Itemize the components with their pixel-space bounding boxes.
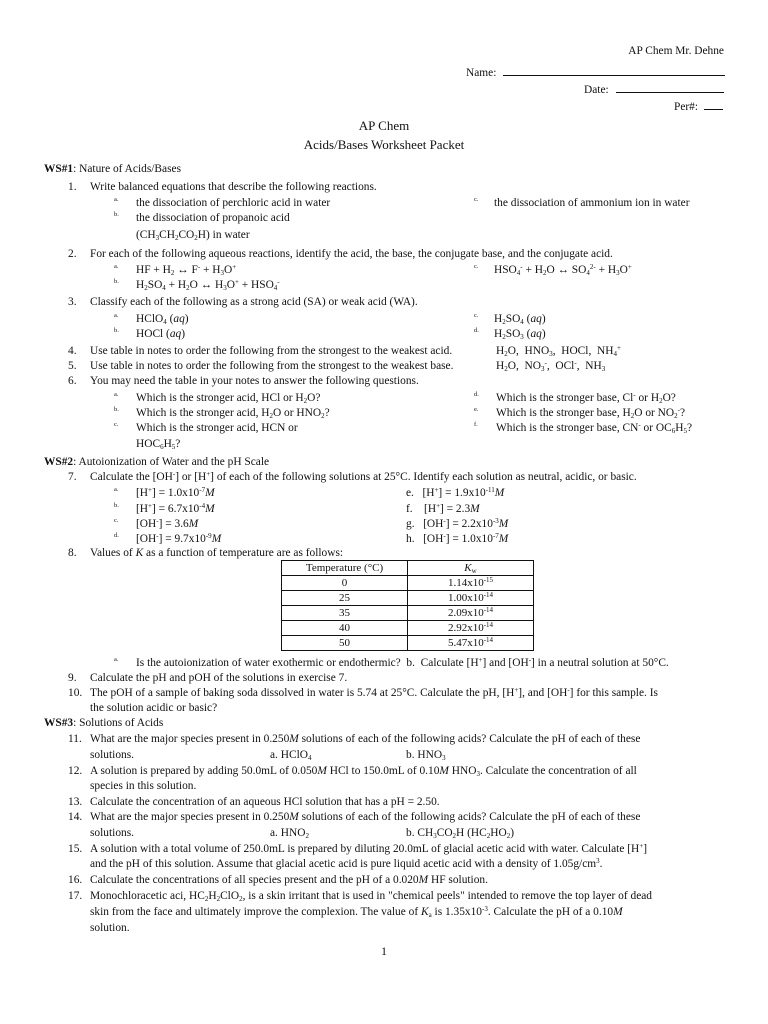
q6-f: Which is the stronger base, CN- or $OC_6H_5$? [496,421,693,435]
q4-list: $H_2O$, $HNO_3$, HOCl, $NH_4^+$ [496,344,621,358]
table-row [282,576,534,591]
q10-number: 10. [68,687,83,699]
q3-c: $H_2SO_4$ (aq) [494,313,546,326]
page-number: 1 [381,944,387,958]
q1-c: the dissociation of ammonium ion in water [494,197,690,209]
q16-number: 16. [68,874,83,886]
q6-a: Which is the stronger acid, HCl or $H_2O$? [136,392,321,405]
q14-a: a. $HNO_2$ [270,827,309,840]
table-cell-temp: 35 [282,606,408,621]
title-line-1: AP Chem [358,118,410,133]
ws2-heading [44,455,269,470]
q3-a: HClO$_4$ (aq) [136,313,189,326]
table-row [282,621,534,636]
q12-text: A solution is prepared by adding 50.0mL of 0.050M HCl to 150.0mL of 0.10M $HNO_3$. Calculate the concentration of all [90,765,637,778]
q12-number: 12. [68,765,83,777]
q13-text: Calculate the concentration of an aqueous HCl solution that has a pH = 2.50. [90,796,440,808]
table-cell-temp: 0 [282,576,408,591]
table-cell-kw: $1.00x10^{-14}$ [408,591,534,606]
q6-letter-d: d. [474,391,479,398]
q7-g: g. $[OH^-] = 2.2x10^{-3}M$ [406,517,509,530]
table-row [282,591,534,606]
q7-h: h. $[OH^-] = 1.0x10^{-7}M$ [406,532,509,545]
table-row [282,636,534,651]
q6-text: You may need the table in your notes to answer the following questions. [90,375,419,387]
q17-text: Monochloracetic aci, $HC_2H_2ClO_2$, is a skin irritant that is used in "chemical peels" intended to remove the top layer of dead [90,890,652,903]
period-blank[interactable] [704,98,723,110]
q5-text: Use table in notes to order the following from the strongest to the weakest base. [90,360,454,372]
table-header-row [282,561,534,576]
q2-text: For each of the following aqueous reactions, identify the acid, the base, the conjugate base, and the conjugate acid. [90,248,613,260]
q4-text: Use table in notes to order the following from the strongest to the weakest acid. [90,345,453,357]
period-label: Per#: [674,101,699,113]
q1-b: the dissociation of propanoic acid [136,212,290,224]
date-label: Date: [584,84,609,96]
table-cell-kw: $2.09x10^{-14}$ [408,606,534,621]
table-cell-temp: 40 [282,621,408,636]
q4-number: 4. [68,345,77,357]
q11-a: a. HClO$_4$ [270,749,312,762]
q6-d: Which is the stronger base, Cl- or $H_2O$? [496,391,676,405]
ws1-label: WS#1 [44,163,74,175]
q10-text2: the solution acidic or basic? [90,702,218,714]
ws3-topic: : Solutions of Acids [73,717,164,729]
q17-text3: solution. [90,922,130,934]
title-line-2: Acids/Bases Worksheet Packet [303,137,465,152]
table-row [282,606,534,621]
q6-c: Which is the stronger acid, HCN or [136,422,298,434]
q3-number: 3. [68,296,77,308]
q16-text: Calculate the concentrations of all species present and the pH of a 0.020M HF solution. [90,874,488,886]
q3-letter-a: a. [114,312,119,319]
q8-letter-a: a. [114,656,119,663]
ws1-topic: : Nature of Acids/Bases [73,163,181,175]
q11-text2: solutions. [90,749,134,761]
table-header-temperature: Temperature (°C) [282,561,408,576]
table-cell-temp: 25 [282,591,408,606]
q9-text: Calculate the pH and pOH of the solutions in exercise 7. [90,672,348,684]
q8-number: 8. [68,547,77,559]
q2-c: $HSO_4^- + H_2O$ ↔ $SO_4^{2-} + H_3O^+$ [494,263,632,277]
q8-a: Is the autoionization of water exothermic or endothermic? b. Calculate [H+] and [OH-] in a neutral solution at 50°C. [136,656,669,669]
q1-a: the dissociation of perchloric acid in water [136,197,331,209]
q17-text2: skin from the face and ultimately improve the complexion. The value of $K_a$ is $1.35x10^{-3}$. Calculate the pH of a 0.10M [90,905,623,919]
q6-b: Which is the stronger acid, $H_2O$ or $HNO_2$? [136,407,330,420]
q8-text: Values of K as a function of temperature are as follows: [90,547,344,559]
kw-table [281,560,534,651]
q1-number: 1. [68,181,77,193]
q1-letter-a: a. [114,196,119,203]
q6-letter-c: c. [114,421,119,428]
q7-c: [OH-] = 3.6M [136,517,199,530]
q9-number: 9. [68,672,77,684]
q7-text: Calculate the [OH-] or [H+] of each of the following solutions at 25°C. Identify each solution as neutral, acidic, or basic. [90,470,637,483]
name-blank[interactable] [503,64,725,76]
period-row [674,98,723,115]
date-row [584,81,724,98]
q2-letter-a: a. [114,263,119,270]
ws3-heading [44,716,163,731]
q13-number: 13. [68,796,83,808]
teacher-line: AP Chem Mr. Dehne [628,45,724,57]
q6-letter-a: a. [114,391,119,398]
q5-number: 5. [68,360,77,372]
q15-text: A solution with a total volume of 250.0mL is prepared by diluting 20.0mL of glacial acetic acid with water. Calculate [H+] [90,842,647,855]
q2-a: HF + $H_2$ ↔ $F^- + H_3O^+$ [136,263,237,277]
name-row [466,64,725,81]
q1-b2: $(CH_3CH_2CO_2H)$ in water [136,229,250,242]
name-label: Name: [466,67,497,79]
q2-number: 2. [68,248,77,260]
q1-letter-c: c. [474,196,479,203]
q11-text: What are the major species present in 0.250M solutions of each of the following acids? Calculate the pH of each of these [90,733,641,745]
q5-list: $H_2O$, $NO_3^-$, OCl-, $NH_3$ [496,359,606,373]
q14-text: What are the major species present in 0.250M solutions of each of the following acids? Calculate the pH of each of these [90,811,641,823]
q1-text: Write balanced equations that describe the following reactions. [90,181,377,193]
q1-letter-b: b. [114,211,119,218]
q6-letter-e: e. [474,406,479,413]
q3-letter-c: c. [474,312,479,319]
q14-b: b. $CH_3CO_2H$ $(HC_2HO_2)$ [406,827,514,840]
q14-number: 14. [68,811,83,823]
q12-text2: species in this solution. [90,780,197,792]
q6-c2: $HOC_6H_5$? [136,438,181,451]
q15-number: 15. [68,843,83,855]
q11-number: 11. [68,733,82,745]
q10-text: The pOH of a sample of baking soda dissolved in water is 5.74 at 25°C. Calculate the pH, [H+], and [OH-] for this sample. Is [90,686,658,699]
table-header-kw: $K_w$ [408,561,534,576]
q15-text2: and the pH of this solution. Assume that glacial acetic acid is pure liquid acetic acid with a density of $1.05g/cm^3$. [90,857,603,870]
q7-letter-a: a. [114,486,119,493]
q6-letter-f: f. [474,421,478,428]
q2-letter-b: b. [114,278,119,285]
table-cell-kw: $2.92x10^{-14}$ [408,621,534,636]
q14-text2: solutions. [90,827,134,839]
q7-letter-b: b. [114,502,119,509]
q7-e: e. $[H^+] = 1.9x10^{-11}M$ [406,486,505,499]
table-cell-temp: 50 [282,636,408,651]
q17-number: 17. [68,890,83,902]
q3-b: HOCl (aq) [136,328,186,340]
q3-letter-b: b. [114,327,119,334]
q6-letter-b: b. [114,406,119,413]
q7-d: $[OH^-] = 9.7x10^{-9}M$ [136,532,222,545]
q7-number: 7. [68,471,77,483]
q11-b: b. $HNO_3$ [406,749,446,762]
table-cell-kw: $1.14x10^{-15}$ [408,576,534,591]
q7-a: $[H^+] = 1.0x10^{-7}M$ [136,486,215,499]
table-cell-kw: $5.47x10^{-14}$ [408,636,534,651]
ws1-heading [44,162,181,177]
q7-b: $[H^+] = 6.7x10^{-4}M$ [136,502,215,515]
q6-number: 6. [68,375,77,387]
ws3-label: WS#3 [44,717,74,729]
ws2-topic: : Autoionization of Water and the pH Scale [73,456,270,468]
q7-f: f. [H+] = 2.3M [406,502,480,515]
date-blank[interactable] [616,81,724,93]
q2-letter-c: c. [474,263,479,270]
q6-e: Which is the stronger base, $H_2O$ or $NO_2^-$? [496,406,686,420]
q3-text: Classify each of the following as a strong acid (SA) or weak acid (WA). [90,296,418,308]
q3-d: $H_2SO_3$ (aq) [494,328,546,341]
ws2-label: WS#2 [44,456,74,468]
q2-b: $H_2SO_4 + H_2O$ ↔ $H_3O^+ + HSO_4^-$ [136,278,280,292]
q7-letter-c: c. [114,517,119,524]
q7-letter-d: d. [114,532,119,539]
q3-letter-d: d. [474,327,479,334]
